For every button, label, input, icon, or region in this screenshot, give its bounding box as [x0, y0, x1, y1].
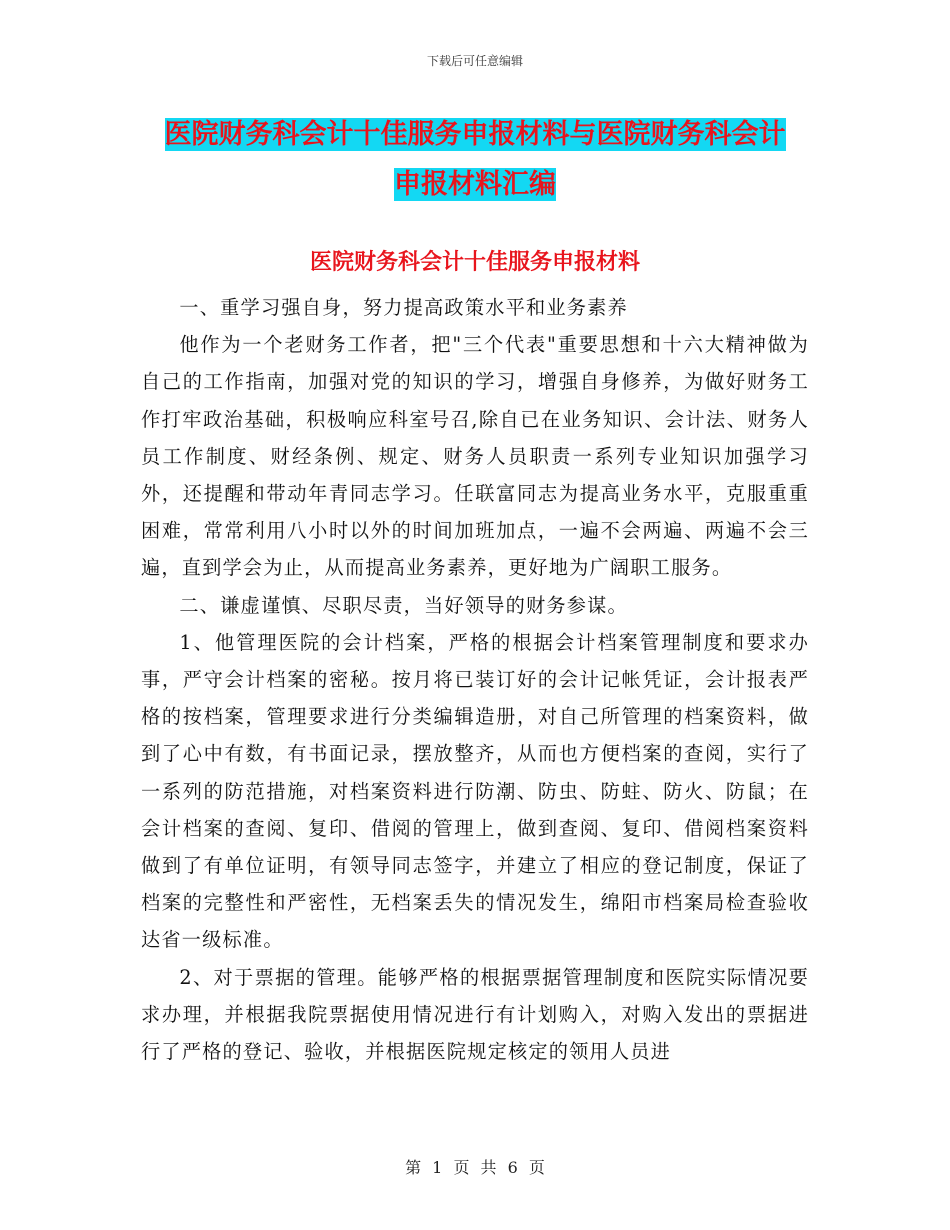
header-note: 下载后可任意编辑	[426, 54, 523, 68]
document-title	[140, 110, 810, 210]
body-paragraph-1: 他作为一个老财务工作者，把"三个代表"重要思想和十六大精神做为自己的工作指南，加强对党的知识的学习，增强自身修养，为做好财务工作打牢政治基础，积极响应科室号召,除自已在业务知识、会计法、财务人员工作制度、财经条例、规定、财务人员职责一系列专业知识加强学习外，还提醒和带动年青同志学习。任联富同志为提高业务水平，克服重重困难，常常利用八小时以外的时间加班加点，一遍不会两遍、两遍不会三遍，直到学会为止，从而提高业务素养，更好地为广阔职工服务。	[141, 333, 809, 580]
page-number: 第 1 页 共 6 页	[405, 1158, 545, 1177]
title-line-1: 医院财务科会计十佳服务申报材料与医院财务科会计	[164, 119, 786, 150]
body-paragraph-3: 2、对于票据的管理。能够严格的根据票据管理制度和医院实际情况要求办理，并根据我院票据使用情况进行有计划购入，对购入发出的票据进行了严格的登记、验收，并根据医院规定核定的领用人员进	[141, 965, 809, 1064]
heading-paragraph-2: 二、谦虚谨慎、尽职尽责，当好领导的财务参谋。	[179, 593, 628, 617]
section-title: 医院财务科会计十佳服务申报材料	[309, 249, 640, 275]
document-body	[141, 289, 809, 1070]
title-line-2: 申报材料汇编	[394, 169, 556, 200]
heading-paragraph-1: 一、重学习强自身，努力提高政策水平和业务素养	[179, 296, 628, 319]
body-paragraph-2: 1、他管理医院的会计档案，严格的根据会计档案管理制度和要求办事，严守会计档案的密秘。按月将已装订好的会计记帐凭证，会计报表严格的按档案，管理要求进行分类编辑造册，对自己所管理的档案资料，做到了心中有数，有书面记录，摆放整齐，从而也方便档案的查阅，实行了一系列的防范措施，对档案资料进行防潮、防虫、防蛀、防火、防鼠；在会计档案的查阅、复印、借阅的管理上，做到查阅、复印、借阅档案资料做到了有单位证明，有领导同志签字，并建立了相应的登记制度，保证了档案的完整性和严密性，无档案丢失的情况发生，绵阳市档案局检查验收达省一级标准。	[141, 630, 809, 952]
